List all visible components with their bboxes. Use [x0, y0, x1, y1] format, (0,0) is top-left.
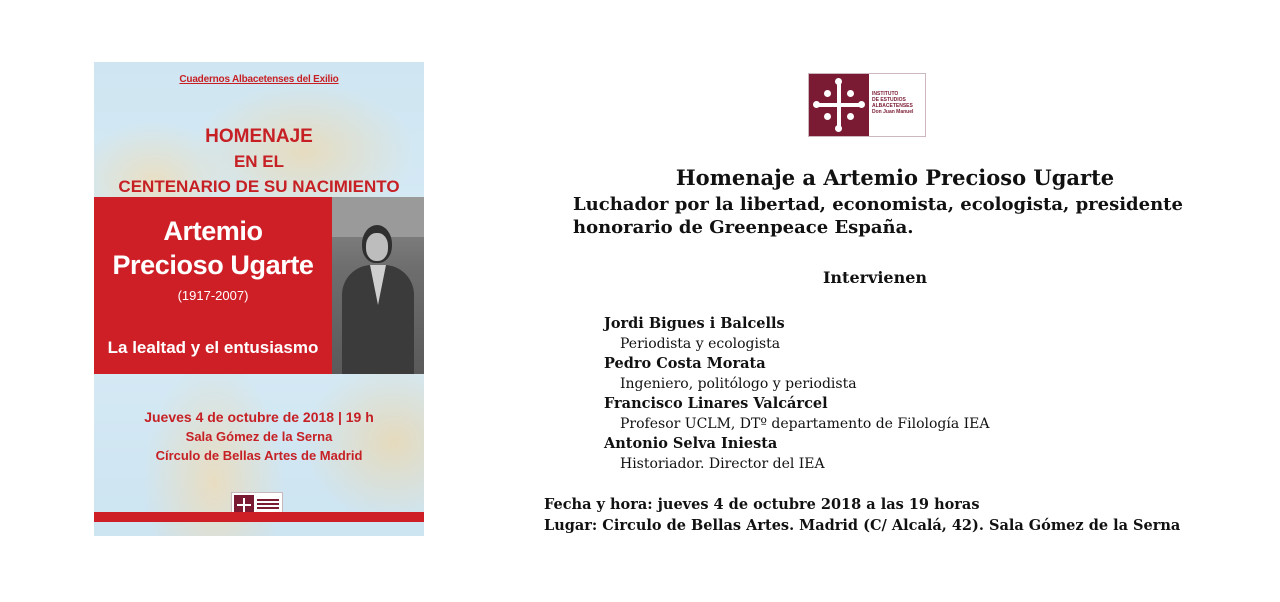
poster-homenaje-line: HOMENAJE	[205, 126, 313, 147]
speakers-list	[604, 314, 1124, 474]
poster-name-line: Artemio	[163, 216, 263, 246]
speaker-item	[604, 314, 1124, 354]
portrait-photo	[332, 197, 424, 374]
poster-homenaje-line: CENTENARIO DE SU NACIMIENTO	[118, 177, 400, 196]
event-date-time: Fecha y hora: jueves 4 de octubre 2018 a las 19 horas	[544, 496, 980, 513]
cross-emblem-icon	[809, 74, 869, 136]
institute-logo	[808, 73, 926, 137]
speaker-name: Antonio Selva Iniesta	[604, 435, 778, 452]
speaker-item	[604, 394, 1124, 434]
speaker-role: Ingeniero, politólogo y periodista	[620, 376, 857, 392]
poster-when-line: Círculo de Bellas Artes de Madrid	[155, 448, 363, 463]
speakers-heading: Intervienen	[822, 268, 928, 287]
poster-homenaje-line: EN EL	[233, 152, 285, 171]
event-poster	[94, 62, 424, 536]
poster-when-line: Jueves 4 de octubre de 2018 | 19 h	[144, 409, 374, 425]
poster-when-line: Sala Gómez de la Serna	[185, 429, 333, 444]
speaker-role: Historiador. Director del IEA	[620, 456, 825, 472]
speaker-item	[604, 434, 1124, 474]
poster-series: Cuadernos Albacetenses del Exilio	[179, 74, 339, 85]
poster-bottom-bar	[94, 512, 424, 522]
speaker-name: Francisco Linares Valcárcel	[604, 395, 828, 412]
poster-when	[94, 408, 424, 465]
event-venue: Lugar: Circulo de Bellas Artes. Madrid (C/ Alcalá, 42). Sala Gómez de la Serna	[544, 517, 1181, 534]
poster-homenaje	[94, 124, 424, 199]
speaker-name: Jordi Bigues i Balcells	[604, 315, 785, 332]
speaker-role: Periodista y ecologista	[620, 336, 781, 352]
event-title: Homenaje a Artemio Precioso Ugarte	[675, 165, 1115, 190]
event-subtitle: Luchador por la libertad, economista, ecologista, presidente honorario de Greenpeace España.	[573, 194, 1183, 238]
poster-name	[94, 214, 332, 282]
poster-name-line: Precioso Ugarte	[112, 250, 314, 280]
speaker-name: Pedro Costa Morata	[604, 355, 766, 372]
speaker-role: Profesor UCLM, DTº departamento de Filología IEA	[620, 416, 990, 432]
event-details	[544, 494, 1244, 536]
institute-logo-text: INSTITUTO DE ESTUDIOS ALBACETENSES Don Juan Manuel	[872, 91, 914, 115]
speaker-item	[604, 354, 1124, 394]
poster-dates: (1917-2007)	[177, 288, 249, 303]
poster-motto: La lealtad y el entusiasmo	[107, 338, 319, 357]
